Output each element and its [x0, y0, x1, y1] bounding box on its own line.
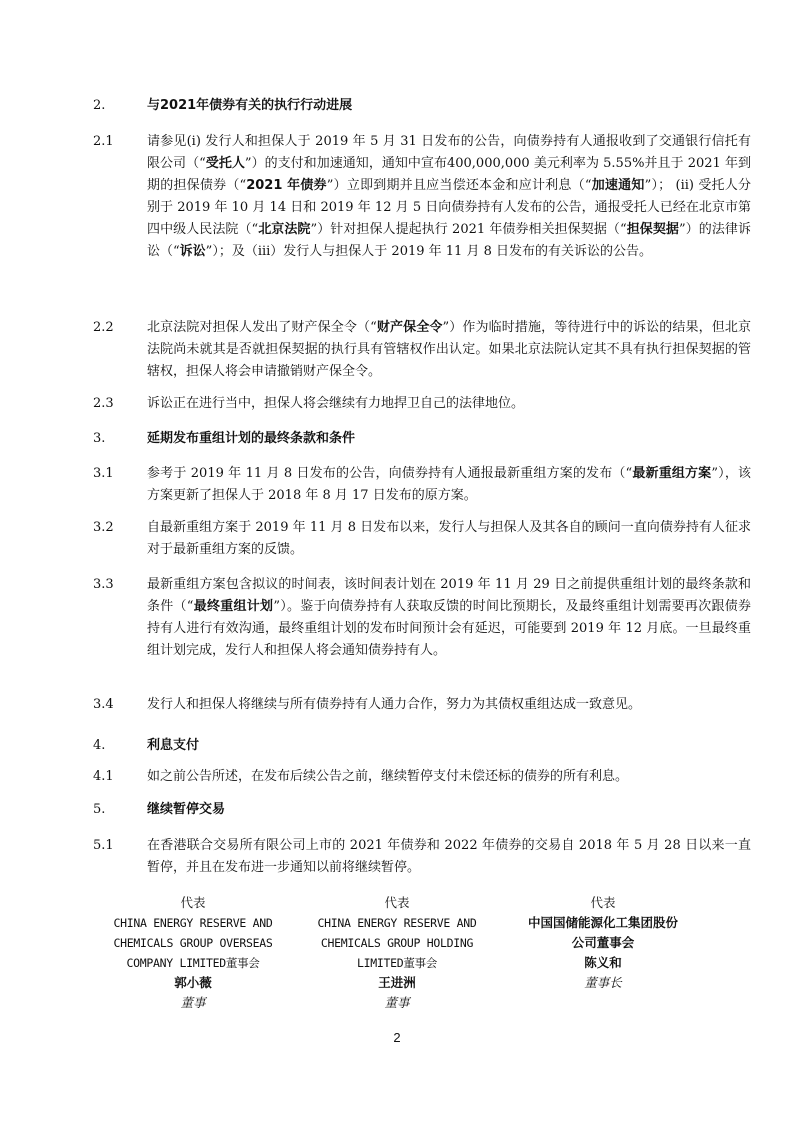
defined-term: 诉讼 — [179, 244, 206, 259]
paragraph-text: ”），该方案更新了担保人于 2018 年 8 月 17 日发布的原方案。 — [147, 466, 751, 503]
paragraph-text: ”）的支付和加速通知，通知中宣布400,000,000 美元利率为 5.55%并且于 2021 年到期的担保债券（“ — [147, 156, 751, 193]
signature-company-line: CHINA ENERGY RESERVE AND — [113, 916, 273, 930]
section-number: 5.1 — [93, 838, 114, 853]
defined-term: 加速通知 — [591, 178, 645, 193]
section-number: 4.1 — [93, 769, 114, 784]
paragraph-text: 最新重组方案包含拟议的时间表，该时间表计划在 2019 年 11 月 29 日之前提供重组计划的最终条款和条件（“ — [147, 577, 751, 614]
paragraph-text: 参考于 2019 年 11 月 8 日发布的公告，向债券持有人通报最新重组方案的发布（“ — [147, 466, 633, 481]
section-number: 2.1 — [93, 134, 114, 149]
defined-term: 最新重组方案 — [632, 466, 712, 481]
signatory-title: 董事长 — [584, 975, 622, 990]
section-heading: 继续暂停交易 — [147, 802, 226, 817]
page-number: 2 — [393, 1030, 401, 1045]
signature-represent-label: 代表 — [590, 895, 616, 910]
paragraph-text: 自最新重组方案于 2019 年 11 月 8 日发布以来，发行人与担保人及其各自的顾问一直向债券持有人征求对于最新重组方案的反馈。 — [147, 520, 751, 557]
section-heading: 与2021年债券有关的执行行动进展 — [147, 98, 353, 113]
paragraph-text: ”）作为临时措施，等待进行中的诉讼的结果，但北京法院尚未就其是否就担保契据的执行具有管辖权作出认定。如果北京法院认定其不具有执行担保契据的管辖权，担保人将会申请撤销财产保全令。 — [147, 320, 751, 379]
paragraph-text: ”）；及（iii）发行人与担保人于 2019 年 11 月 8 日发布的有关诉讼的公告。 — [205, 244, 652, 259]
paragraph-text: 如之前公告所述，在发布后续公告之前，继续暂停支付未偿还标的债券的所有利息。 — [147, 769, 629, 784]
signature-represent-label: 代表 — [384, 895, 410, 910]
section-number: 3.1 — [93, 466, 114, 481]
section-paragraph — [147, 131, 751, 263]
signatory-title: 董事 — [384, 995, 410, 1010]
section-number: 5. — [93, 802, 106, 817]
signature-company-line: CHINA ENERGY RESERVE AND — [317, 916, 477, 930]
defined-term: 2021 年债券 — [246, 178, 327, 193]
defined-term: 最终重组计划 — [193, 599, 274, 614]
defined-term: 北京法院 — [258, 222, 311, 237]
section-paragraph — [147, 835, 751, 879]
section-number: 3.2 — [93, 520, 114, 535]
section-number: 3.4 — [93, 697, 114, 712]
section-paragraph — [147, 317, 751, 383]
signatory-name: 郭小薇 — [174, 975, 212, 990]
signature-company-line: CHEMICALS GROUP HOLDING — [320, 936, 474, 950]
section-paragraph — [147, 463, 751, 507]
section-number: 2.2 — [93, 320, 114, 335]
section-heading: 利息支付 — [147, 738, 200, 753]
section-number: 3. — [93, 431, 106, 446]
paragraph-text: 请参见(i) 发行人和担保人于 2019 年 5 月 31 日发布的公告，向债券持有人通报收到了交通银行信托有限公司（“ — [147, 134, 751, 171]
signature-company-line: CHEMICALS GROUP OVERSEAS — [113, 936, 273, 950]
paragraph-text: ”）立即到期并且应当偿还本金和应计利息（“ — [326, 178, 592, 193]
section-number: 2. — [93, 98, 106, 113]
section-paragraph — [147, 694, 751, 716]
section-heading: 延期发布重组计划的最终条款和条件 — [147, 431, 356, 446]
signature-guarantor — [503, 893, 703, 993]
signature-overseas — [93, 893, 293, 1013]
signature-company-line: 中国国储能源化工集团股份 — [527, 915, 678, 930]
paragraph-text: 发行人和担保人将继续与所有债券持有人通力合作，努力为其债权重组达成一致意见。 — [147, 697, 642, 712]
defined-term: 受托人 — [205, 156, 245, 171]
section-paragraph — [147, 766, 751, 788]
paragraph-text: 北京法院对担保人发出了财产保全令（“ — [147, 320, 377, 335]
section-paragraph — [147, 393, 751, 415]
signatory-name: 王进洲 — [378, 975, 416, 990]
section-number: 3.3 — [93, 577, 114, 592]
signature-company-line: 公司董事会 — [571, 935, 635, 950]
section-number: 4. — [93, 738, 106, 753]
defined-term: 财产保全令 — [376, 320, 443, 335]
paragraph-text: 诉讼正在进行当中，担保人将会继续有力地捍卫自己的法律地位。 — [147, 396, 525, 411]
signature-company-line: COMPANY LIMITED董事会 — [126, 956, 260, 970]
paragraph-text: ”）针对担保人提起执行 2021 年债券相关担保契据（“ — [310, 222, 627, 237]
section-paragraph — [147, 574, 751, 662]
paragraph-text: ”）； (ii) 受托人分别于 2019 年 10 月 14 日和 2019 年 12 月 5 日向债券持有人发布的公告，通报受托人已经在北京市第四中级人民法院（“ — [147, 178, 751, 237]
paragraph-text: ”）的法律诉讼（“ — [147, 222, 751, 259]
section-number: 2.3 — [93, 396, 114, 411]
signature-represent-label: 代表 — [180, 895, 206, 910]
paragraph-text: 在香港联合交易所有限公司上市的 2021 年债券和 2022 年债券的交易自 2018 年 5 月 28 日以来一直暂停，并且在发布进一步通知以前将继续暂停。 — [147, 838, 751, 875]
signature-holding — [297, 893, 497, 1013]
paragraph-text: ”）。鉴于向债券持有人获取反馈的时间比预期长，及最终重组计划需要再次跟债券持有人进行有效沟通，最终重组计划的发布时间预计会有延迟，可能要到 2019 年 12 月底。一旦最终重组计划完成，发行人和担保人将会通知债券持有人。 — [147, 599, 751, 658]
signature-company-line: LIMITED董事会 — [357, 956, 437, 970]
section-paragraph — [147, 517, 751, 561]
defined-term: 担保契据 — [626, 222, 679, 237]
signatory-title: 董事 — [180, 995, 206, 1010]
signatory-name: 陈义和 — [584, 955, 622, 970]
